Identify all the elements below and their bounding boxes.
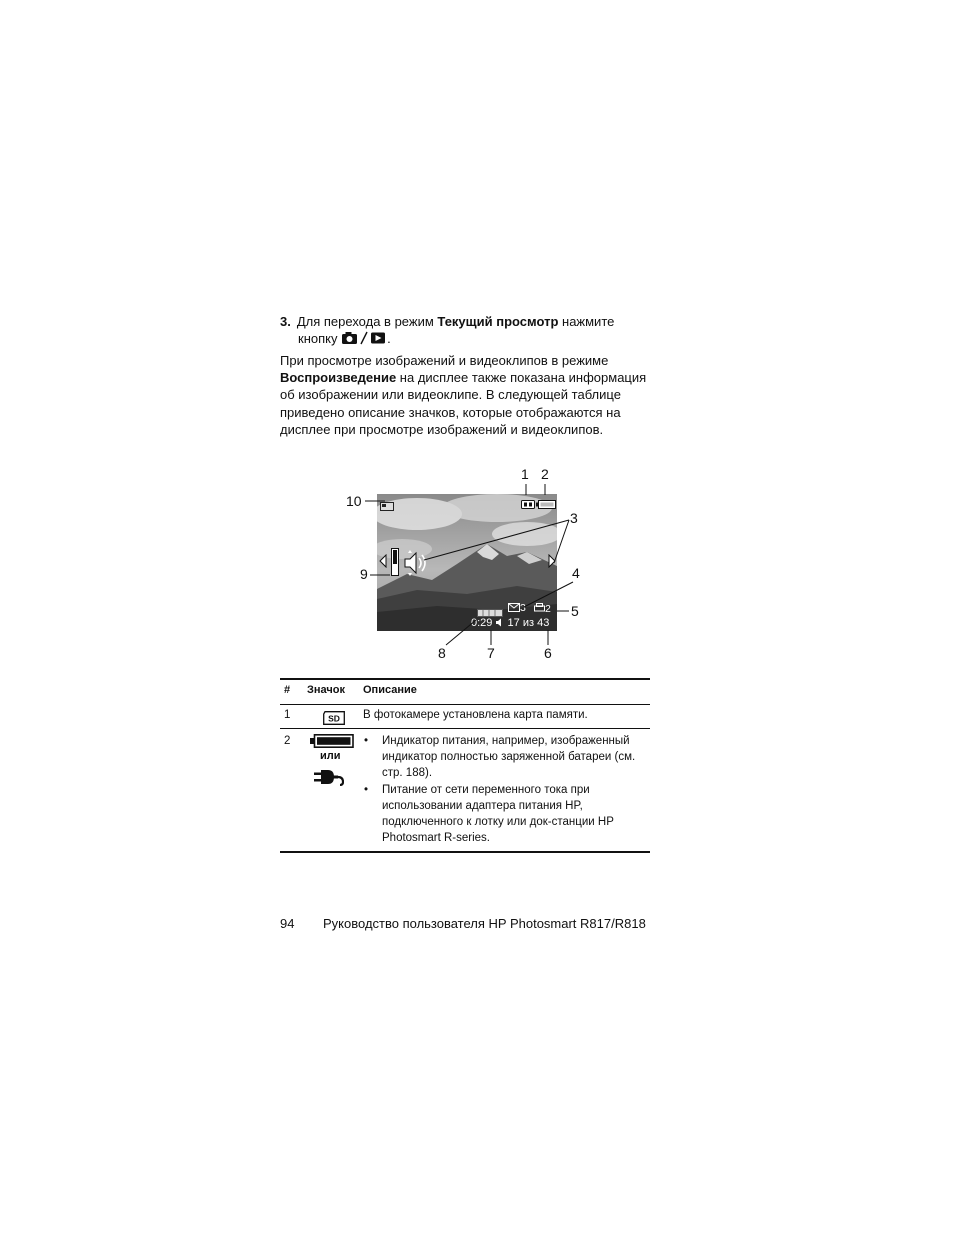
table-row-1-desc: В фотокамере установлена карта памяти. xyxy=(363,709,588,721)
table-header-rule xyxy=(280,704,650,705)
table-top-rule xyxy=(280,678,650,680)
table-row-rule xyxy=(280,728,650,729)
callout-3: 3 xyxy=(570,510,578,526)
callout-4: 4 xyxy=(572,565,580,581)
sd-icon-label: SD xyxy=(328,713,340,724)
table-row-2-desc xyxy=(364,733,646,846)
callout-8: 8 xyxy=(438,645,446,661)
callout-7: 7 xyxy=(487,645,495,661)
video-time: 0:29 xyxy=(471,617,493,629)
callout-5: 5 xyxy=(571,603,579,619)
callout-2: 2 xyxy=(541,466,549,482)
table-header-num: # xyxy=(284,684,291,696)
email-share-indicator: 3 xyxy=(508,603,526,614)
table-header-icon: Значок xyxy=(307,684,345,696)
list-item: • Индикатор питания, например, изображенный индикатор полностью заряженной батареи (см. стр. 188). xyxy=(364,733,646,781)
callout-6: 6 xyxy=(544,645,552,661)
mode-name-playback: Воспроизведение xyxy=(280,370,397,386)
page-number: 94 xyxy=(280,916,295,931)
mode-name-live-view: Текущий просмотр xyxy=(437,314,559,329)
footer-title: Руководство пользователя HP Photosmart R817/R818 xyxy=(323,916,646,931)
callout-9: 9 xyxy=(360,566,368,582)
frame-position: 17 из 43 xyxy=(507,617,550,629)
ac-power-plug-icon xyxy=(314,768,344,791)
table-bottom-rule xyxy=(280,851,650,853)
print-count-indicator: 2 xyxy=(534,603,551,615)
table-header-desc: Описание xyxy=(363,684,417,696)
step-number: 3. xyxy=(280,314,291,329)
table-row-2-num: 2 xyxy=(284,735,291,747)
table-row-1-num: 1 xyxy=(284,709,291,721)
callout-1: 1 xyxy=(521,466,529,482)
or-label: или xyxy=(320,750,341,762)
list-item: • Питание от сети переменного тока при использовании адаптера питания HP, подключенного к лотку или док-станции HP Photosmart R-series. xyxy=(364,782,646,846)
intro-paragraph: При просмотре изображений и видеоклипов в режиме Воспроизведение на дисплее также показана информация об изображении или видеоклипе. В следующей таблице приведено описание значков, которые отображаются на дисплее при просмотре изображений и видеоклипов. xyxy=(280,353,647,437)
callout-10: 10 xyxy=(346,493,362,509)
step-3: 3. Для перехода в режим Текущий просмотр нажмите кнопку . xyxy=(280,313,660,349)
